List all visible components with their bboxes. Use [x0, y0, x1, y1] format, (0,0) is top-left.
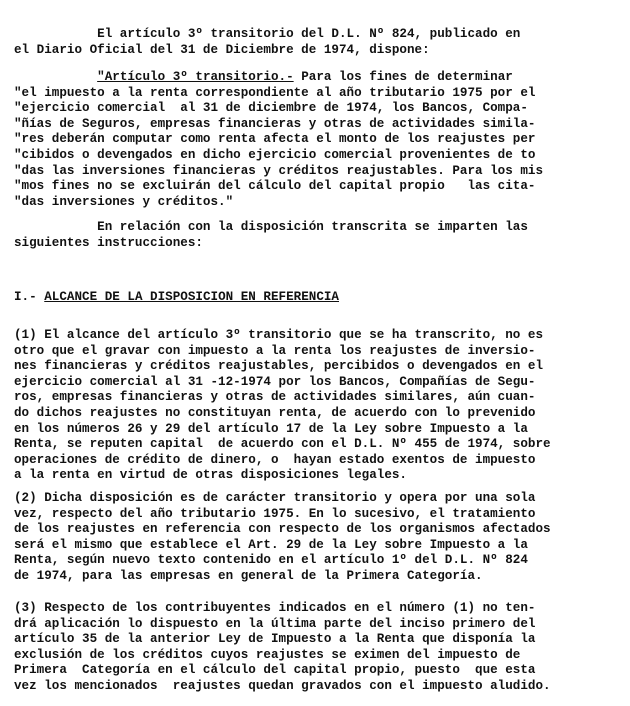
- text-line: a la renta en virtud de otras disposiciones legales.: [14, 468, 407, 483]
- text-line: operaciones de crédito de dinero, o hayan estado exentos de impuesto: [14, 452, 536, 467]
- paragraph-2: [14, 491, 626, 585]
- text-line: drá aplicación lo dispuesto en la última parte del inciso primero del: [14, 616, 536, 631]
- text-line: el Diario Oficial del 31 de Diciembre de 1974, dispone:: [14, 42, 430, 57]
- text-line: siguientes instrucciones:: [14, 235, 203, 250]
- quote-first-line-rest: Para los fines de determinar: [293, 70, 513, 84]
- text-line: (1) El alcance del artículo 3º transitorio que se ha transcrito, no es: [14, 328, 544, 342]
- section-title: ALCANCE DE LA DISPOSICION EN REFERENCIA: [44, 290, 339, 304]
- paragraph-3: [14, 601, 626, 695]
- text-line: vez, respecto del año tributario 1975. En lo sucesivo, el tratamiento: [14, 506, 536, 521]
- text-line: (3) Respecto de los contribuyentes indicados en el número (1) no ten-: [14, 601, 536, 615]
- text-line: En relación con la disposición transcrita se imparten las: [14, 220, 528, 234]
- text-line: "res deberán computar como renta afecta el monto de los reajustes per: [14, 132, 536, 147]
- text-line: Renta, según nuevo texto contenido en el artículo 1º del D.L. Nº 824: [14, 553, 528, 568]
- relation-paragraph: [14, 220, 626, 251]
- text-line: Renta, se reputen capital de acuerdo con el D.L. Nº 455 de 1974, sobre: [14, 437, 551, 452]
- text-line: "el impuesto a la renta correspondiente al año tributario 1975 por el: [14, 85, 536, 100]
- quote-first-line: [14, 70, 626, 86]
- text-line: Primera Categoría en el cálculo del capital propio, puesto que esta: [14, 663, 536, 678]
- section-number: I.-: [14, 290, 37, 304]
- text-line: ros, empresas financieras y otras de actividades similares, aún cuan-: [14, 390, 536, 405]
- section-heading: [14, 290, 626, 306]
- text-line: "cibidos o devengados en dicho ejercicio comercial provenientes de to: [14, 147, 536, 162]
- quote-heading: "Artículo 3º transitorio.-: [97, 70, 294, 84]
- text-line: será el mismo que establece el Art. 29 de la Ley sobre Impuesto a la: [14, 537, 528, 552]
- text-line: "mos fines no se excluirán del cálculo del capital propio las cita-: [14, 179, 536, 194]
- text-line: (2) Dicha disposición es de carácter transitorio y opera por una sola: [14, 491, 536, 505]
- text-line: en los números 26 y 29 del artículo 17 de la Ley sobre Impuesto a la: [14, 421, 528, 436]
- text-line: "das las inversiones financieras y créditos reajustables. Para los mis: [14, 163, 544, 178]
- text-line: "ñías de Seguros, empresas financieras y otras de actividades simila-: [14, 116, 536, 131]
- text-line: do dichos reajustes no constituyan renta, de acuerdo con lo prevenido: [14, 405, 536, 420]
- text-line: de 1974, para las empresas en general de la Primera Categoría.: [14, 568, 483, 583]
- text-line: exclusión de los créditos cuyos reajustes se eximen del impuesto de: [14, 647, 521, 662]
- text-line: vez los mencionados reajustes quedan gravados con el impuesto aludido.: [14, 678, 551, 693]
- quoted-article: [14, 70, 626, 210]
- text-line: "ejercicio comercial al 31 de diciembre de 1974, los Bancos, Compa-: [14, 101, 528, 116]
- text-line: nes financieras y créditos reajustables, percibidos o devengados en el: [14, 359, 544, 374]
- intro-paragraph: [14, 27, 626, 58]
- text-line: El artículo 3º transitorio del D.L. Nº 824, publicado en: [14, 27, 521, 41]
- text-line: ejercicio comercial al 31 -12-1974 por los Bancos, Compañías de Segu-: [14, 374, 536, 389]
- paragraph-1: [14, 328, 626, 484]
- text-line: otro que el gravar con impuesto a la renta los reajustes de inversio-: [14, 343, 536, 358]
- text-line: artículo 35 de la anterior Ley de Impuesto a la Renta que disponía la: [14, 632, 536, 647]
- text-line: "das inversiones y créditos.": [14, 194, 234, 209]
- text-line: de los reajustes en referencia con respecto de los organismos afectados: [14, 522, 551, 537]
